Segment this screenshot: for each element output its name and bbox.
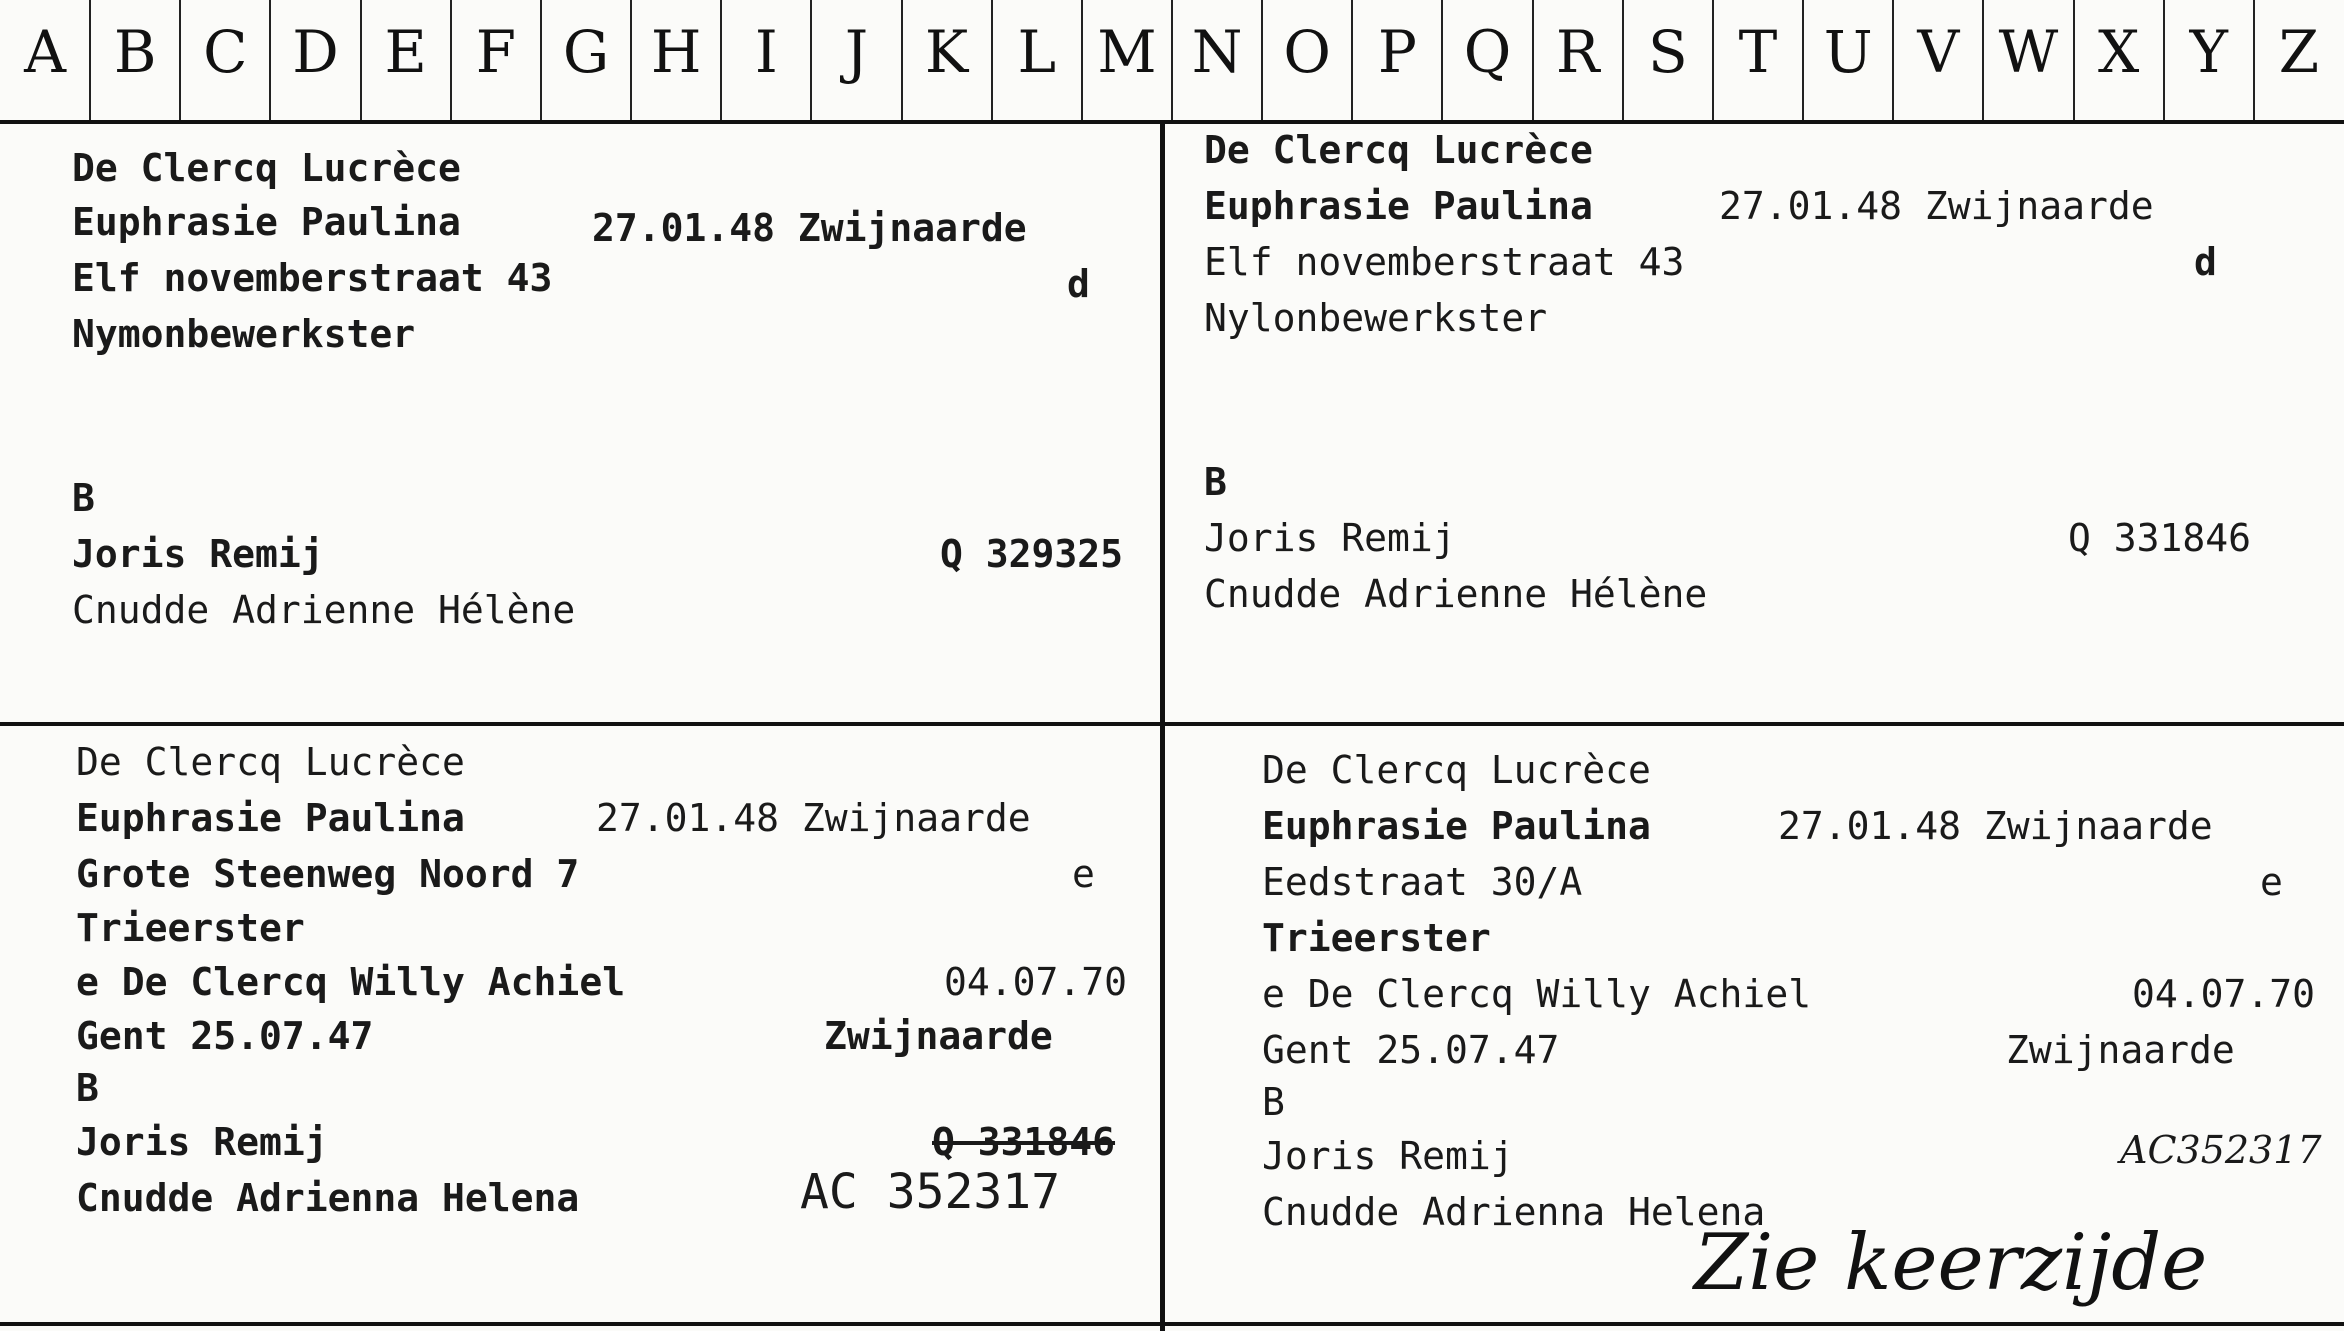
card-top-right bbox=[1204, 128, 2314, 708]
index-letter-h: H bbox=[650, 18, 702, 86]
card-given-names: Euphrasie Paulina bbox=[72, 200, 461, 244]
index-separator bbox=[269, 0, 271, 120]
index-separator bbox=[450, 0, 452, 120]
index-letter-a: A bbox=[24, 18, 67, 86]
card-surname: De Clercq Lucrèce bbox=[76, 740, 465, 784]
card-occupation: Nylonbewerkster bbox=[1204, 296, 1548, 340]
index-separator bbox=[901, 0, 903, 120]
card-surname: De Clercq Lucrèce bbox=[1262, 748, 1651, 792]
card-spouse-birth: Gent 25.07.47 bbox=[1262, 1028, 1560, 1072]
index-separator bbox=[89, 0, 91, 120]
horizontal-divider bbox=[0, 722, 2344, 726]
index-separator bbox=[630, 0, 632, 120]
index-letter-v: V bbox=[1917, 18, 1960, 86]
card-reference: Q 329325 bbox=[940, 532, 1124, 576]
card-parents-label: B bbox=[76, 1066, 99, 1110]
card-code: e bbox=[2260, 860, 2283, 904]
card-bottom-left bbox=[76, 740, 1156, 1320]
index-separator bbox=[2073, 0, 2075, 120]
card-birth: 27.01.48 Zwijnaarde bbox=[1719, 184, 2154, 228]
handwritten-note: Zie keerzijde bbox=[1694, 1218, 2208, 1308]
index-separator bbox=[1982, 0, 1984, 120]
index-separator bbox=[360, 0, 362, 120]
card-father: Joris Remij bbox=[1262, 1134, 1514, 1178]
index-letter-n: N bbox=[1191, 18, 1243, 86]
card-mother: Cnudde Adrienna Helena bbox=[1262, 1190, 1766, 1234]
index-separator bbox=[720, 0, 722, 120]
index-separator bbox=[1441, 0, 1443, 120]
index-letter-x: X bbox=[2097, 18, 2140, 86]
index-letter-m: M bbox=[1097, 18, 1157, 86]
card-reference: Q 331846 bbox=[2068, 516, 2252, 560]
index-separator bbox=[1351, 0, 1353, 120]
card-spouse: e De Clercq Willy Achiel bbox=[1262, 972, 1812, 1016]
bottom-border bbox=[0, 1322, 2344, 1326]
card-occupation: Trieerster bbox=[1262, 916, 1491, 960]
card-code: e bbox=[1072, 852, 1095, 896]
card-marriage-date: 04.07.70 bbox=[2132, 972, 2316, 1016]
index-separator bbox=[1261, 0, 1263, 120]
card-mother: Cnudde Adrienne Hélène bbox=[1204, 572, 1708, 616]
card-code: d bbox=[2194, 240, 2217, 284]
card-old-reference: Q 331846 bbox=[932, 1120, 1116, 1164]
card-address: Elf novemberstraat 43 bbox=[1204, 240, 1685, 284]
card-surname: De Clercq Lucrèce bbox=[72, 146, 461, 190]
index-letter-j: J bbox=[844, 18, 869, 86]
index-letter-k: K bbox=[924, 18, 969, 86]
index-letter-i: I bbox=[754, 18, 778, 86]
card-parents-label: B bbox=[1204, 460, 1227, 504]
card-new-reference: AC352317 bbox=[2120, 1128, 2322, 1172]
index-letter-g: G bbox=[562, 18, 610, 86]
index-separator bbox=[1081, 0, 1083, 120]
index-letter-q: Q bbox=[1463, 18, 1512, 86]
card-marriage-place: Zwijnaarde bbox=[2006, 1028, 2235, 1072]
card-marriage-date: 04.07.70 bbox=[944, 960, 1128, 1004]
index-letter-p: P bbox=[1377, 18, 1417, 86]
card-occupation: Nymonbewerkster bbox=[72, 312, 416, 356]
index-separator bbox=[179, 0, 181, 120]
card-birth: 27.01.48 Zwijnaarde bbox=[1778, 804, 2213, 848]
alphabet-index-row bbox=[0, 0, 2344, 124]
index-separator bbox=[810, 0, 812, 120]
index-letter-b: B bbox=[113, 18, 157, 86]
index-separator bbox=[1892, 0, 1894, 120]
index-separator bbox=[1171, 0, 1173, 120]
card-marriage-place: Zwijnaarde bbox=[824, 1014, 1053, 1058]
index-separator bbox=[2163, 0, 2165, 120]
card-address: Elf novemberstraat 43 bbox=[72, 256, 553, 300]
card-given-names: Euphrasie Paulina bbox=[1204, 184, 1593, 228]
index-separator bbox=[1622, 0, 1624, 120]
index-separator bbox=[1532, 0, 1534, 120]
card-parents-label: B bbox=[1262, 1080, 1285, 1124]
index-letter-l: L bbox=[1017, 18, 1057, 86]
card-father: Joris Remij bbox=[72, 532, 324, 576]
index-letter-z: Z bbox=[2278, 18, 2320, 86]
index-letter-w: W bbox=[1998, 18, 2059, 86]
index-separator bbox=[1712, 0, 1714, 120]
index-letter-e: E bbox=[384, 18, 427, 86]
card-birth: 27.01.48 Zwijnaarde bbox=[596, 796, 1031, 840]
index-letter-d: D bbox=[292, 18, 339, 86]
index-letter-r: R bbox=[1555, 18, 1600, 86]
card-bottom-right bbox=[1262, 748, 2322, 1318]
index-letter-c: C bbox=[203, 18, 248, 86]
index-separator bbox=[540, 0, 542, 120]
card-address: Eedstraat 30/A bbox=[1262, 860, 1583, 904]
card-occupation: Trieerster bbox=[76, 906, 305, 950]
index-letter-t: T bbox=[1738, 18, 1778, 86]
card-birth: 27.01.48 Zwijnaarde bbox=[592, 206, 1027, 250]
index-letter-u: U bbox=[1823, 18, 1873, 86]
index-letter-f: F bbox=[475, 18, 516, 86]
index-separator bbox=[991, 0, 993, 120]
card-new-reference: AC 352317 bbox=[800, 1164, 1061, 1220]
card-mother: Cnudde Adrienna Helena bbox=[76, 1176, 580, 1220]
index-letter-s: S bbox=[1647, 18, 1688, 86]
card-spouse-birth: Gent 25.07.47 bbox=[76, 1014, 374, 1058]
card-mother: Cnudde Adrienne Hélène bbox=[72, 588, 576, 632]
index-separator bbox=[1802, 0, 1804, 120]
card-given-names: Euphrasie Paulina bbox=[76, 796, 465, 840]
card-code: d bbox=[1067, 262, 1090, 306]
index-letter-o: O bbox=[1283, 18, 1331, 86]
index-letter-y: Y bbox=[2189, 18, 2228, 86]
card-father: Joris Remij bbox=[1204, 516, 1456, 560]
card-father: Joris Remij bbox=[76, 1120, 328, 1164]
card-spouse: e De Clercq Willy Achiel bbox=[76, 960, 626, 1004]
card-given-names: Euphrasie Paulina bbox=[1262, 804, 1651, 848]
card-surname: De Clercq Lucrèce bbox=[1204, 128, 1593, 172]
card-parents-label: B bbox=[72, 476, 95, 520]
card-address: Grote Steenweg Noord 7 bbox=[76, 852, 580, 896]
index-separator bbox=[2253, 0, 2255, 120]
card-top-left bbox=[72, 140, 1142, 700]
